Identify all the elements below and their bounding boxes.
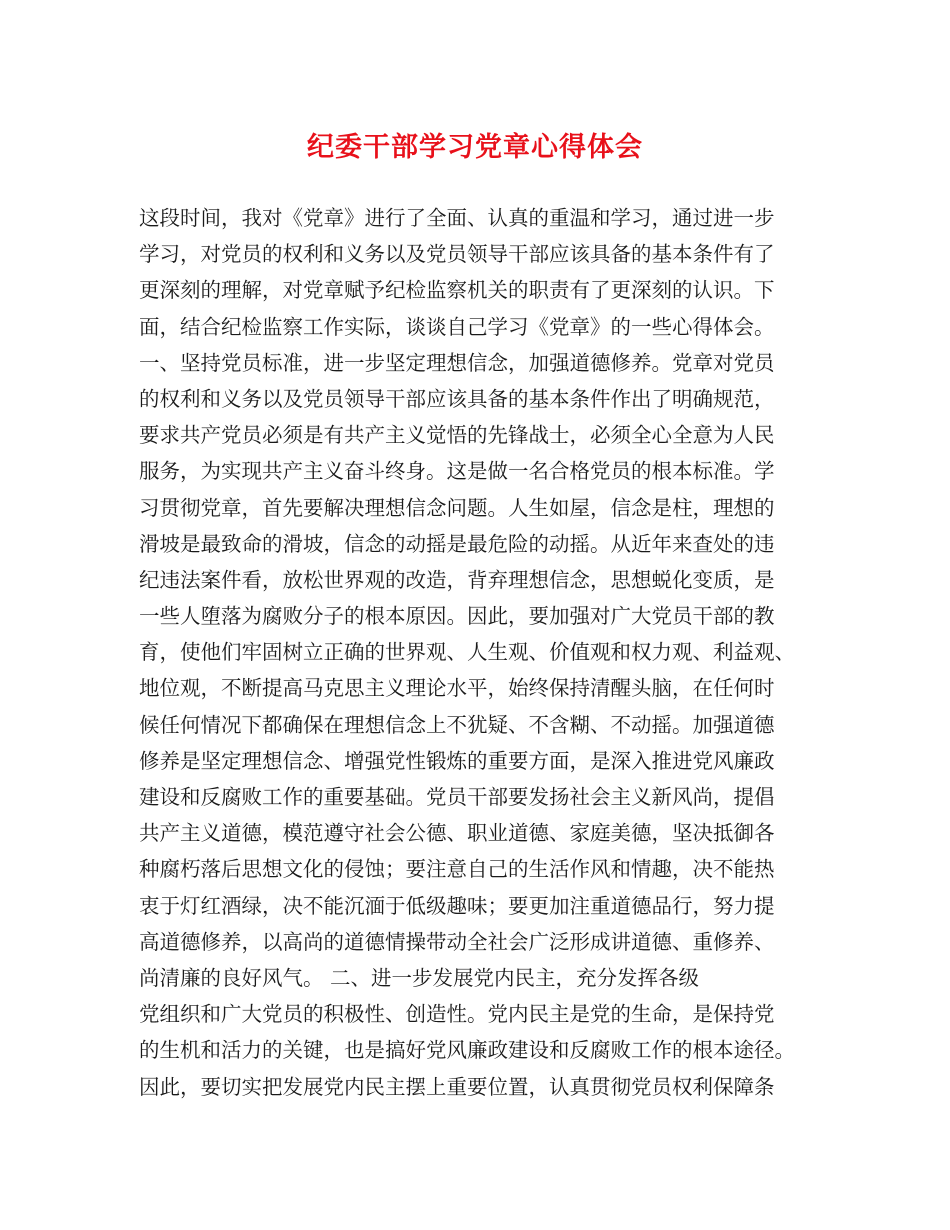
- body-line: 衷于灯红酒绿，决不能沉湎于低级趣味；要更加注重道德品行，努力提: [139, 893, 775, 918]
- document-body: [139, 200, 839, 1105]
- body-line: 要求共产党员必须是有共产主义觉悟的先锋战士，必须全心全意为人民: [139, 423, 775, 448]
- body-line: 更深刻的理解，对党章赋予纪检监察机关的职责有了更深刻的认识。下: [139, 278, 775, 303]
- body-line: 的权利和义务以及党员领导干部应该具备的基本条件作出了明确规范，: [139, 386, 775, 411]
- body-line: 纪违法案件看，放松世界观的改造，背弃理想信念，思想蜕化变质，是: [139, 567, 775, 592]
- body-line: 一、坚持党员标准，进一步坚定理想信念，加强道德修养。党章对党员: [139, 350, 775, 375]
- body-line: 修养是坚定理想信念、增强党性锻炼的重要方面，是深入推进党风廉政: [139, 748, 775, 773]
- body-line: 党组织和广大党员的积极性、创造性。党内民主是党的生命，是保持党: [139, 1002, 775, 1027]
- body-line: 地位观，不断提高马克思主义理论水平，始终保持清醒头脑，在任何时: [139, 676, 775, 701]
- body-line: 育，使他们牢固树立正确的世界观、人生观、价值观和权力观、利益观、: [139, 640, 795, 665]
- body-line: 一些人堕落为腐败分子的根本原因。因此，要加强对广大党员干部的教: [139, 604, 775, 629]
- body-line: 滑坡是最致命的滑坡，信念的动摇是最危险的动摇。从近年来查处的违: [139, 531, 775, 556]
- body-line: 高道德修养，以高尚的道德情操带动全社会广泛形成讲道德、重修养、: [139, 929, 775, 954]
- body-line: 服务，为实现共产主义奋斗终身。这是做一名合格党员的根本标准。学: [139, 459, 775, 484]
- body-line: 候任何情况下都确保在理想信念上不犹疑、不含糊、不动摇。加强道德: [139, 712, 775, 737]
- body-line: 建设和反腐败工作的重要基础。党员干部要发扬社会主义新风尚，提倡: [139, 785, 775, 809]
- body-line: 面，结合纪检监察工作实际，谈谈自己学习《党章》的一些心得体会。: [139, 314, 775, 339]
- body-line: 因此，要切实把发展党内民主摆上重要位置，认真贯彻党员权利保障条: [139, 1074, 775, 1099]
- body-line: 共产主义道德，模范遵守社会公德、职业道德、家庭美德，坚决抵御各: [139, 821, 775, 846]
- body-line: 的生机和活力的关键，也是搞好党风廉政建设和反腐败工作的根本途径。: [139, 1038, 795, 1063]
- body-line: 这段时间，我对《党章》进行了全面、认真的重温和学习，通过进一步: [139, 206, 775, 230]
- document-title: 纪委干部学习党章心得体会: [307, 132, 643, 163]
- body-line: 种腐朽落后思想文化的侵蚀；要注意自己的生活作风和情趣，决不能热: [139, 857, 775, 882]
- body-line: 学习，对党员的权利和义务以及党员领导干部应该具备的基本条件有了: [139, 242, 775, 267]
- body-line: 习贯彻党章，首先要解决理想信念问题。人生如屋，信念是柱，理想的: [139, 495, 775, 520]
- body-line: 尚清廉的良好风气。 二、进一步发展党内民主，充分发挥各级: [139, 965, 700, 990]
